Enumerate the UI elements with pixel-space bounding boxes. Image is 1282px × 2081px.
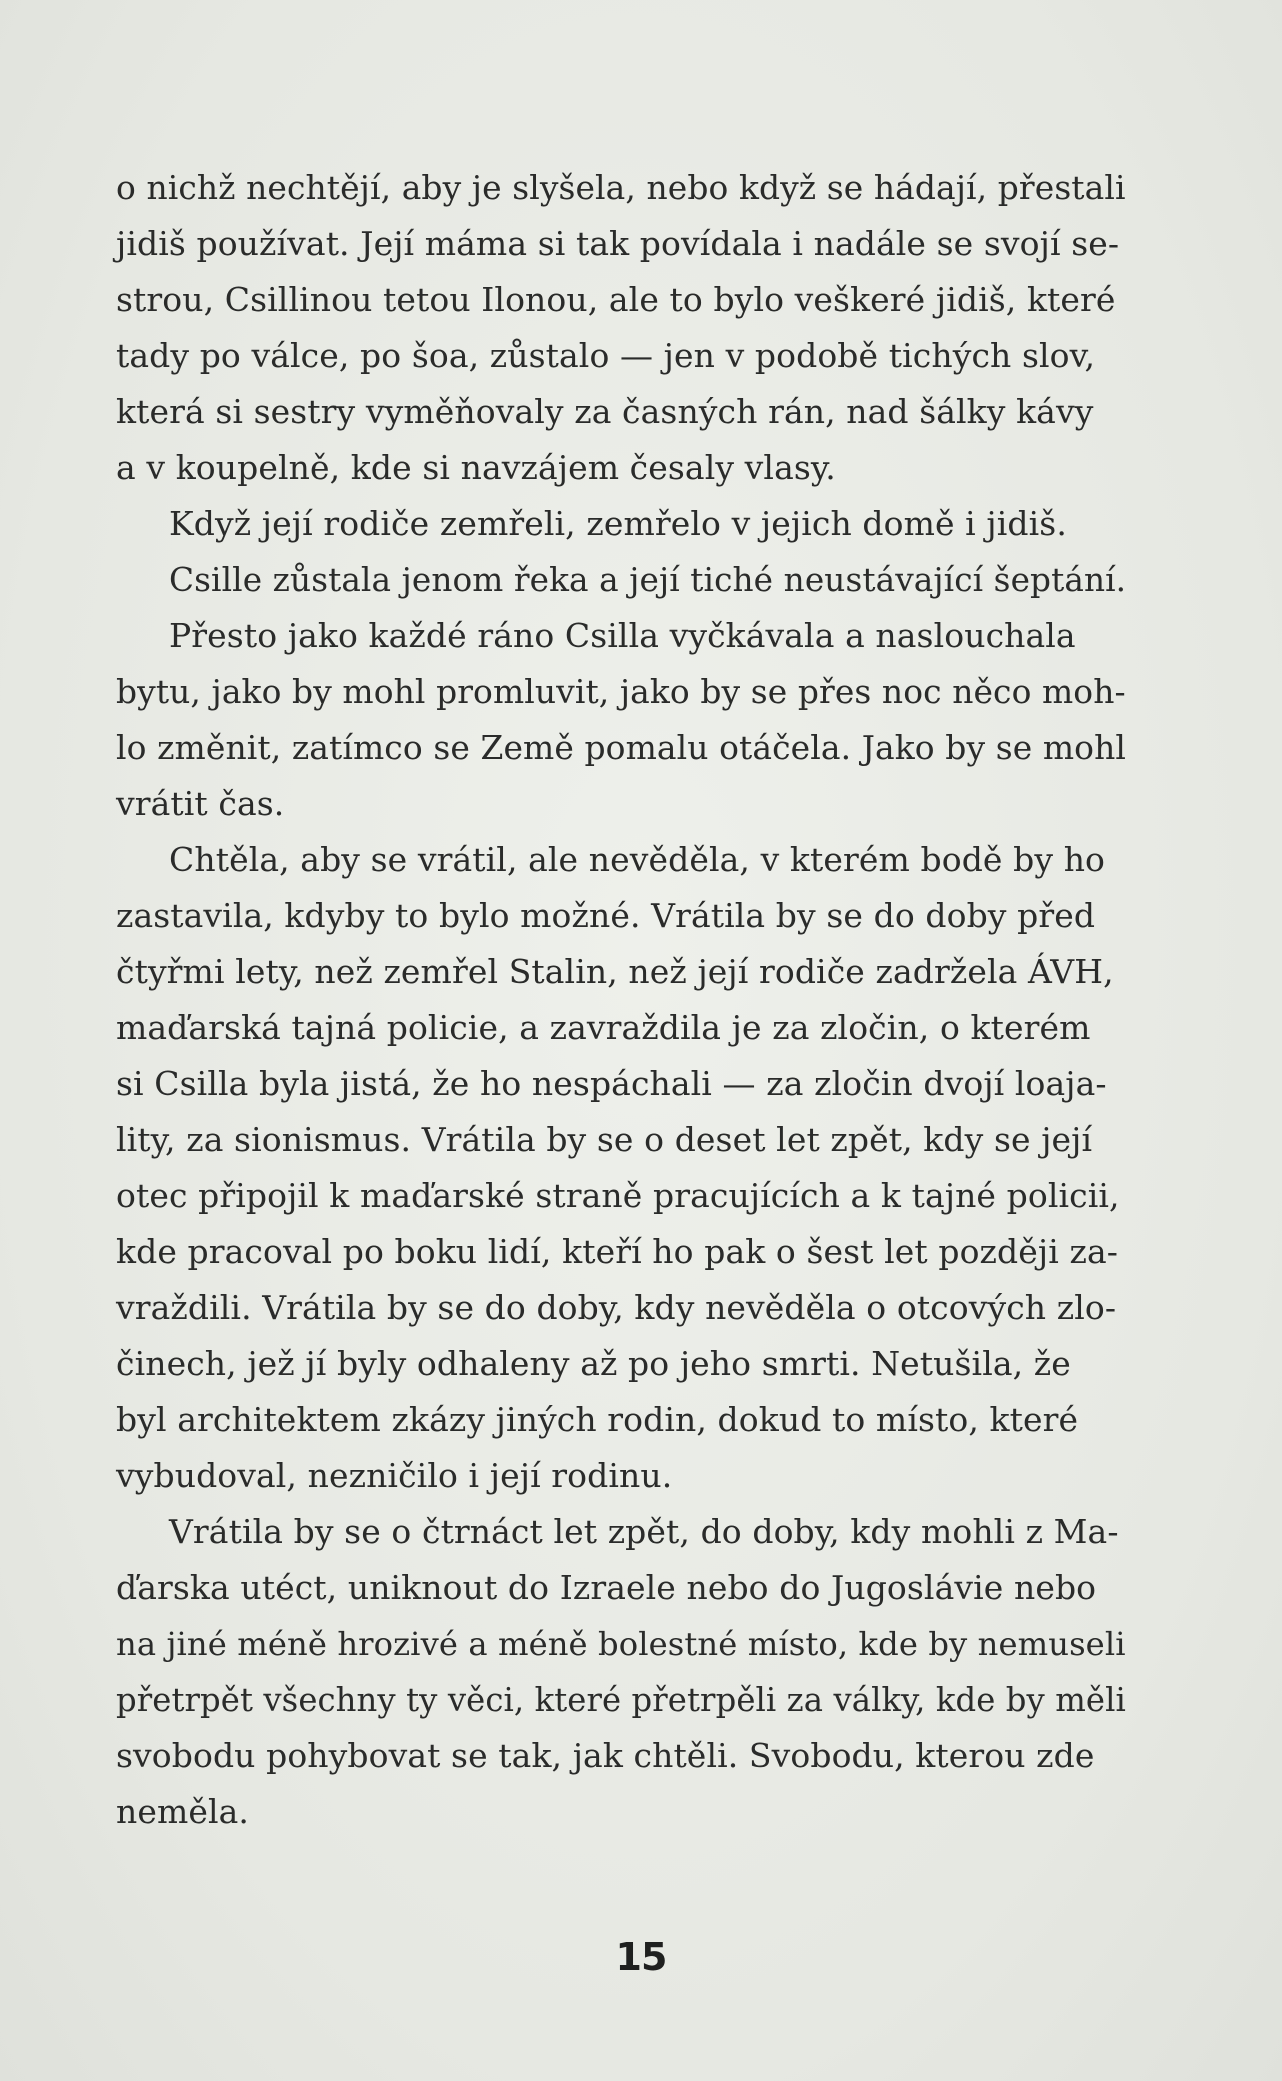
text-line: strou, Csillinou tetou Ilonou, ale to bylo veškeré jidiš, které: [116, 280, 1116, 319]
text-line: byl architektem zkázy jiných rodin, dokud to místo, které: [116, 1400, 1079, 1439]
paragraph-first-line: Vrátila by se o čtrnáct let zpět, do doby, kdy mohli z Ma-: [169, 1512, 1119, 1551]
text-line: lo změnit, zatímco se Země pomalu otáčela. Jako by se mohl: [116, 728, 1127, 767]
book-page-text: [116, 160, 1126, 1840]
paragraph-first-line: Přesto jako každé ráno Csilla vyčkávala a naslouchala: [169, 616, 1076, 655]
text-line: čtyřmi lety, než zemřel Stalin, než její rodiče zadržela ÁVH,: [116, 952, 1114, 991]
text-line: vybudoval, nezničilo i její rodinu.: [116, 1456, 673, 1495]
text-line: bytu, jako by mohl promluvit, jako by se přes noc něco moh-: [116, 672, 1126, 711]
paragraph-first-line: Csille zůstala jenom řeka a její tiché neustávající šeptání.: [169, 561, 1127, 599]
page-number: 15: [615, 1935, 667, 1979]
text-line: vraždili. Vrátila by se do doby, kdy nevěděla o otcových zlo-: [116, 1288, 1117, 1327]
text-line: tady po válce, po šoa, zůstalo — jen v podobě tichých slov,: [116, 336, 1096, 375]
text-line: kde pracoval po boku lidí, kteří ho pak o šest let později za-: [116, 1232, 1118, 1271]
text-line: jidiš používat. Její máma si tak povídala i nadále se svojí se-: [116, 224, 1120, 263]
text-line: a v koupelně, kde si navzájem česaly vlasy.: [116, 448, 836, 487]
text-line: si Csilla byla jistá, že ho nespáchali — za zločin dvojí loaja-: [116, 1064, 1107, 1103]
text-line: maďarská tajná policie, a zavraždila je za zločin, o kterém: [116, 1008, 1091, 1047]
text-line: otec připojil k maďarské straně pracujících a k tajné policii,: [116, 1176, 1120, 1215]
text-line: o nichž nechtějí, aby je slyšela, nebo když se hádají, přestali: [116, 168, 1126, 207]
text-line: vrátit čas.: [116, 784, 285, 823]
text-line: lity, za sionismus. Vrátila by se o deset let zpět, kdy se její: [116, 1120, 1093, 1159]
paragraph-first-line: Když její rodiče zemřeli, zemřelo v jejich domě i jidiš.: [169, 504, 1067, 543]
text-line: svobodu pohybovat se tak, jak chtěli. Svobodu, kterou zde: [116, 1736, 1095, 1775]
text-line: zastavila, kdyby to bylo možné. Vrátila by se do doby před: [116, 896, 1096, 935]
text-line: přetrpět všechny ty věci, které přetrpěli za války, kde by měli: [116, 1681, 1126, 1719]
text-line: ďarska utéct, uniknout do Izraele nebo do Jugoslávie nebo: [116, 1568, 1097, 1607]
text-line: která si sestry vyměňovaly za časných rán, nad šálky kávy: [116, 392, 1094, 431]
text-line: činech, jež jí byly odhaleny až po jeho smrti. Netušila, že: [116, 1344, 1071, 1383]
text-line: na jiné méně hrozivé a méně bolestné místo, kde by nemuseli: [116, 1625, 1126, 1663]
paragraph-first-line: Chtěla, aby se vrátil, ale nevěděla, v kterém bodě by ho: [169, 840, 1106, 879]
text-line: neměla.: [116, 1792, 250, 1831]
